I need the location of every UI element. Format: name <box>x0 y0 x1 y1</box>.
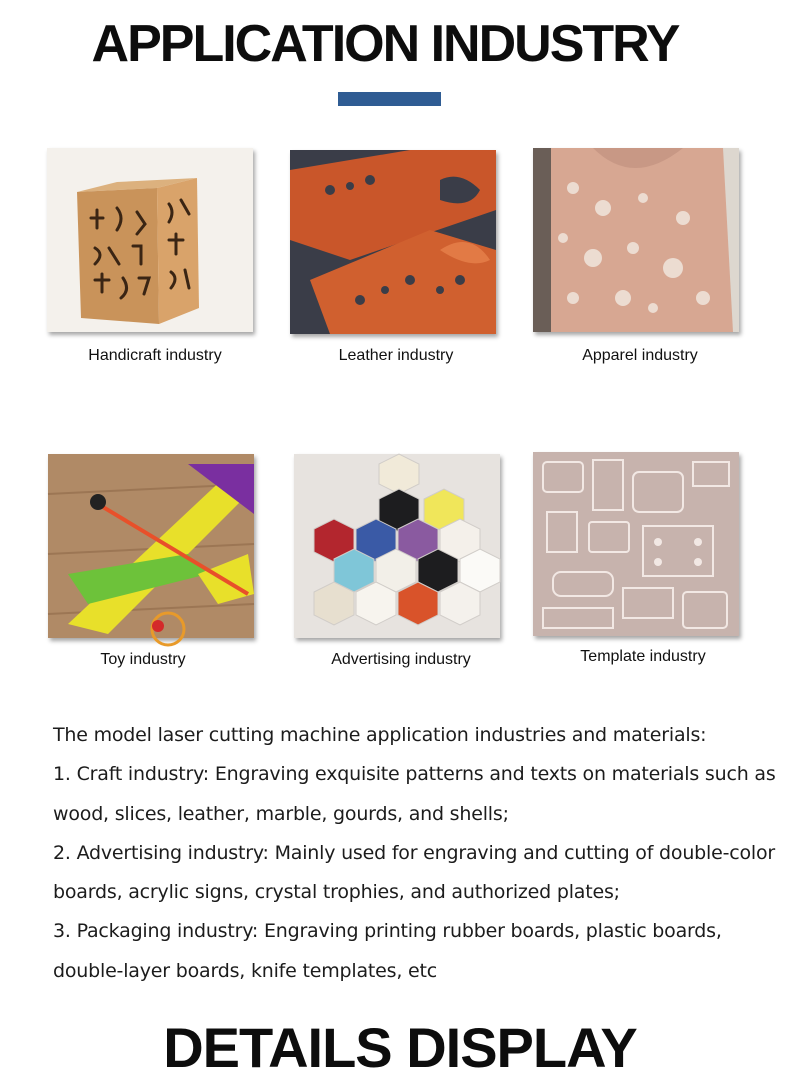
description-line: boards, acrylic signs, crystal trophies, and authorized plates; <box>53 881 620 904</box>
description-line: 3. Packaging industry: Engraving printing rubber boards, plastic boards, <box>53 920 722 943</box>
description-line: 2. Advertising industry: Mainly used for engraving and cutting of double-color <box>53 841 776 864</box>
description-line: The model laser cutting machine application industries and materials: <box>53 724 707 746</box>
application-description <box>53 720 776 995</box>
leather-image <box>290 150 496 334</box>
template-image <box>533 452 739 636</box>
next-section-title: DETAILS DISPLAY <box>163 1016 637 1079</box>
handicraft-image <box>47 148 253 332</box>
description-line: 1. Craft industry: Engraving exquisite patterns and texts on materials such as <box>53 763 776 786</box>
title-accent-bar <box>338 92 441 106</box>
apparel-image <box>533 148 739 332</box>
toy-image <box>48 454 254 638</box>
caption-template: Template industry <box>580 648 706 665</box>
description-line: wood, slices, leather, marble, gourds, and shells; <box>53 802 509 825</box>
description-line: double-layer boards, knife templates, etc <box>53 959 438 982</box>
caption-handicraft: Handicraft industry <box>88 347 222 364</box>
page-title: APPLICATION INDUSTRY <box>91 15 679 73</box>
caption-apparel: Apparel industry <box>582 347 698 364</box>
caption-leather: Leather industry <box>338 347 454 364</box>
advertising-image <box>294 454 500 638</box>
caption-advertising: Advertising industry <box>331 651 471 668</box>
caption-toy: Toy industry <box>100 651 186 668</box>
